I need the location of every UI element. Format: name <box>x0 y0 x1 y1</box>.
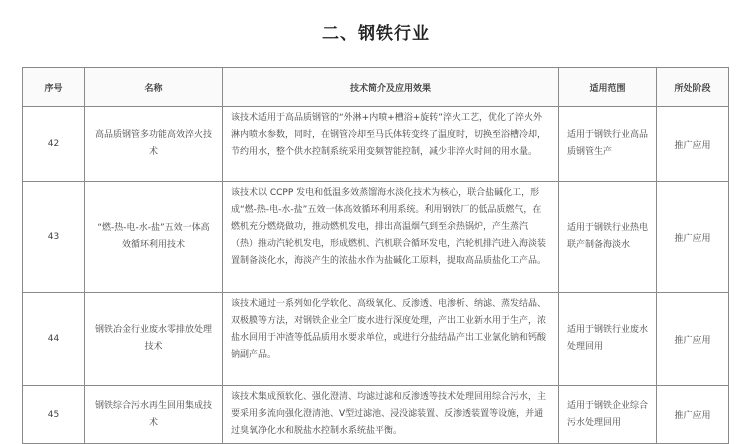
cell-no: 43 <box>23 182 85 293</box>
cell-no: 42 <box>23 107 85 182</box>
cell-stage: 推广应用 <box>657 293 729 386</box>
header-row <box>23 68 729 107</box>
cell-name: 钢铁综合污水再生回用集成技术 <box>85 386 223 444</box>
cell-stage: 推广应用 <box>657 386 729 444</box>
table-row <box>23 293 729 386</box>
section-title: 二、钢铁行业 <box>322 24 430 44</box>
cell-no: 45 <box>23 386 85 444</box>
header-scope: 适用范围 <box>559 68 657 107</box>
cell-desc: 该技术通过一系列如化学软化、高级氧化、反渗透、电渗析、纳滤、蒸发结晶、双极膜等方法，对钢铁企业全厂废水进行深度处理，产出工业新水用于生产，浓盐水回用于冲渣等低品质用水要求单位，或进行分盐结晶产出工业氯化钠和钙酸钠副产品。 <box>223 293 559 386</box>
cell-no: 44 <box>23 293 85 386</box>
cell-desc: 该技术以 CCPP 发电和低温多效蒸馏海水淡化技术为核心，联合盐碱化工，形成“燃-热-电-水-盐”五效一体高效循环利用系统。利用钢铁厂的低品质燃气，在燃机充分燃烧做功，推动燃机发电，排出高温烟气到至余热锅炉，产生蒸汽（热）推动汽轮机发电，形成燃机、汽机联合循环发电，汽轮机排汽进入海淡装置制备淡化水，海淡产生的浓盐水作为盐碱化工原料，提取高品质盐化工产品。 <box>223 182 559 293</box>
cell-scope: 适用于钢铁行业废水处理回用 <box>559 293 657 386</box>
cell-stage: 推广应用 <box>657 182 729 293</box>
cell-name: “燃-热-电-水-盐”五效一体高效循环利用技术 <box>85 182 223 293</box>
cell-name: 高品质钢管多功能高效淬火技术 <box>85 107 223 182</box>
table-row <box>23 107 729 182</box>
cell-desc: 该技术适用于高品质钢管的“外淋+内喷+槽浴+旋转”淬火工艺，优化了淬火外淋内喷水参数，同时，在钢管冷却至马氏体转变终了温度时，切换至浴槽冷却，节约用水，整个供水控制系统采用变频智能控制，减少非淬火时间的用水量。 <box>223 107 559 182</box>
cell-name: 钢铁冶金行业废水零排放处理技术 <box>85 293 223 386</box>
cell-desc: 该技术集成预软化、强化澄清、均滤过滤和反渗透等技术处理回用综合污水，主要采用多流向强化澄清池、V型过滤池、浸没滤装置、反渗透装置等设施，并通过臭氧净化水和脱盐水控制水系统盐平衡。 <box>223 386 559 444</box>
technology-table <box>22 67 729 444</box>
header-name: 名称 <box>85 68 223 107</box>
cell-scope: 适用于钢铁行业热电联产制备海淡水 <box>559 182 657 293</box>
table-row <box>23 386 729 444</box>
table-row <box>23 182 729 293</box>
cell-scope: 适用于钢铁行业高品质钢管生产 <box>559 107 657 182</box>
header-desc: 技术简介及应用效果 <box>223 68 559 107</box>
header-stage: 所处阶段 <box>657 68 729 107</box>
header-no: 序号 <box>23 68 85 107</box>
cell-stage: 推广应用 <box>657 107 729 182</box>
cell-scope: 适用于钢铁企业综合污水处理回用 <box>559 386 657 444</box>
